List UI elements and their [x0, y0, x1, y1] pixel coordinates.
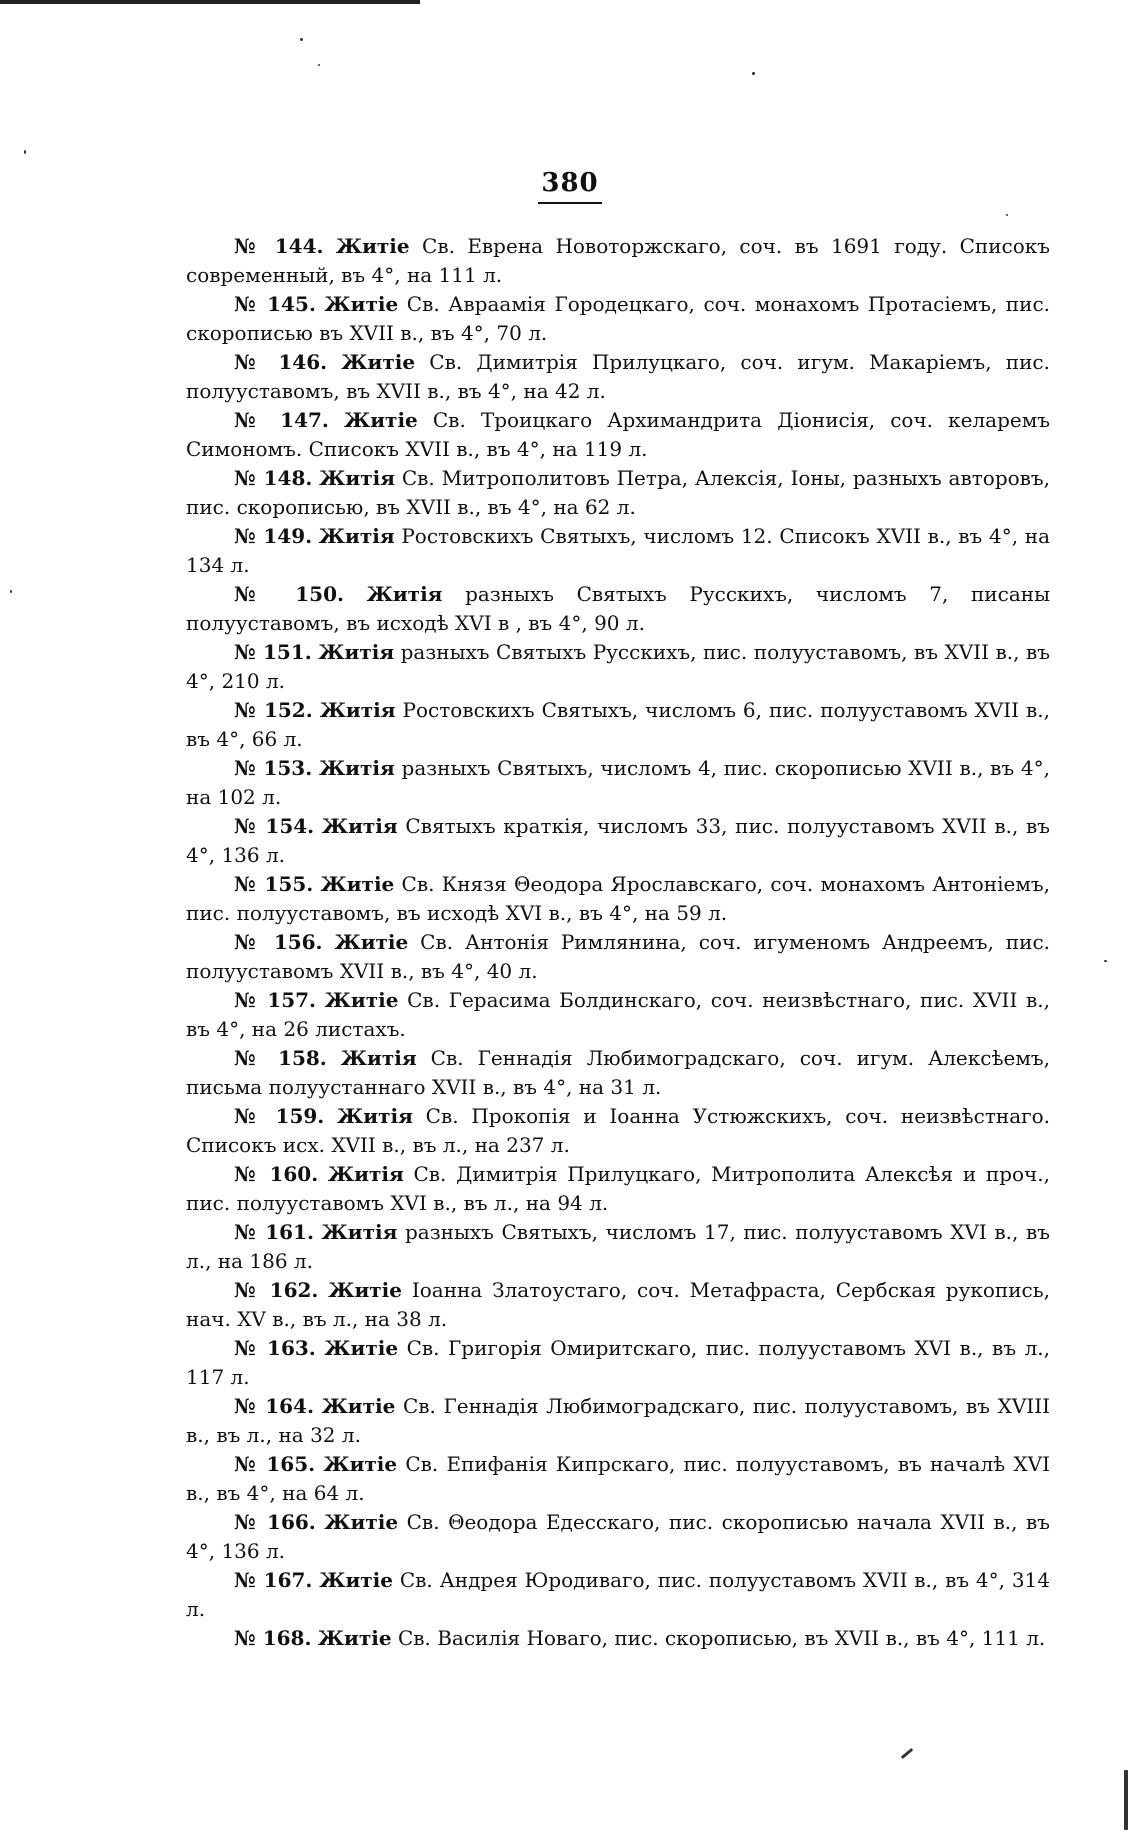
- entry-title: Житіе: [328, 1278, 403, 1302]
- catalog-entries: [186, 232, 1050, 1653]
- entry-text: Св. Герасима Болдинскаго, соч. неизвѣстнаго, пис. XVII в., въ 4°, на 26 листахъ.: [186, 988, 1050, 1041]
- entry-title: Житіе: [319, 1568, 393, 1592]
- catalog-entry: [186, 1392, 1050, 1450]
- entry-text: Св. Еврена Новоторжскаго, соч. въ 1691 году. Спиcокъ современный, въ 4°, на 111 л.: [186, 234, 1051, 287]
- entry-text: Св. Прокопія и Іоанна Устюжскихъ, соч. неизвѣстнаго. Списокъ исх. XVII в., въ л., на 237 л.: [186, 1104, 1051, 1157]
- entry-text: Св. Димитрія Прилуцкаго, Митрополита Алексѣя и проч., пис. полууставомъ XVI в., въ л., на 94 л.: [186, 1162, 1050, 1215]
- entry-text: Св. Князя Θеодора Ярославскаго, соч. монахомъ Антоніемъ, пис. полууставомъ, въ исходѣ XVI в., въ 4°, на 59 л.: [186, 872, 1050, 925]
- entry-title: Житія: [319, 466, 396, 490]
- catalog-entry: [186, 464, 1050, 522]
- entry-text: разныхъ Святыхъ Русскихъ, пис. полууставомъ, въ XVII в., въ 4°, 210 л.: [186, 640, 1050, 693]
- entry-title: Житія: [327, 1162, 404, 1186]
- entry-title: Житія: [366, 582, 443, 606]
- catalog-entry: [186, 638, 1050, 696]
- entry-number: № 166.: [234, 1510, 316, 1534]
- scan-speck: [901, 1748, 914, 1759]
- catalog-entry: [186, 696, 1050, 754]
- entry-text: Ростовскихъ Святыхъ, числомъ 6, пис. полууставомъ XVII в., въ 4°, 66 л.: [186, 698, 1051, 751]
- entry-text: Св. Митрополитовъ Петра, Алексія, Іоны, разныхъ авторовъ, пис. скорописью, въ XVII в., въ 4°, на 62 л.: [186, 466, 1050, 519]
- entry-number: № 147.: [234, 408, 329, 432]
- entry-text: Святыхъ краткія, числомъ 33, пис. полууставомъ XVII в., въ 4°, 136 л.: [186, 814, 1051, 867]
- catalog-entry: [186, 290, 1050, 348]
- entry-text: Св. Геннадія Любимоградскаго, пис. полууставомъ, въ XVIII в., въ л., на 32 л.: [186, 1394, 1051, 1447]
- entry-title: Житіе: [321, 1394, 396, 1418]
- scan-speck: [10, 590, 12, 593]
- entry-number: № 164.: [234, 1394, 314, 1418]
- entry-number: № 152.: [234, 698, 313, 722]
- catalog-entry: [186, 1334, 1050, 1392]
- entry-text: Іоанна Златоустаго, соч. Метафраста, Сербская рукопись, нач. XV в., въ л., на 38 л.: [186, 1278, 1051, 1331]
- page-number: [0, 168, 1140, 204]
- catalog-entry: [186, 1218, 1050, 1276]
- catalog-entry: [186, 1566, 1050, 1624]
- entry-number: № 165.: [234, 1452, 316, 1476]
- catalog-entry: [186, 1102, 1050, 1160]
- entry-number: № 145.: [234, 292, 316, 316]
- entry-number: № 155.: [234, 872, 314, 896]
- entry-text: Св. Григорія Омиритскаго, пис. полууставомъ XVI в., въ л., 117 л.: [186, 1336, 1050, 1389]
- entry-number: № 161.: [234, 1220, 314, 1244]
- entry-title: Житіе: [323, 1452, 398, 1476]
- entry-title: Житія: [321, 814, 398, 838]
- entry-text: Св. Θеодора Едесскаго, пис. скорописью начала XVII в., въ 4°, 136 л.: [186, 1510, 1051, 1563]
- entry-title: Житіе: [324, 292, 399, 316]
- entry-number: № 148.: [234, 466, 313, 490]
- entry-number: № 150.: [234, 582, 344, 606]
- entry-text: Св. Авраамія Городецкаго, соч. монахомъ Протасіемъ, пис. скорописью въ XVII в., въ 4°, 70 л.: [186, 292, 1050, 345]
- entry-title: Житіе: [324, 1336, 399, 1360]
- entry-text: разныхъ Святыхъ, числомъ 17, пис. полууставомъ XVI в., въ л., на 186 л.: [186, 1220, 1050, 1273]
- entry-title: Житія: [318, 640, 395, 664]
- entry-text: разныхъ Святыхъ Русскихъ, числомъ 7, писаны полууставомъ, въ исходѣ XVI в , въ 4°, 90 л.: [186, 582, 1051, 635]
- catalog-entry: [186, 1624, 1050, 1653]
- entry-number: № 158.: [234, 1046, 327, 1070]
- entry-title: Житія: [321, 1220, 398, 1244]
- catalog-entry: [186, 754, 1050, 812]
- entry-text: Св. Димитрія Прилуцкаго, соч. игум. Макаріемъ, пис. полууставомъ, въ XVII в., въ 4°, на 42 л.: [186, 350, 1050, 403]
- scan-speck: [300, 38, 303, 41]
- entry-text: Св. Василія Новаго, пис. скорописью, въ XVII в., въ 4°, 111 л.: [397, 1626, 1046, 1650]
- entry-number: № 168.: [234, 1626, 312, 1650]
- scan-speck: [318, 64, 320, 66]
- catalog-entry: [186, 580, 1050, 638]
- scan-speck: [24, 150, 26, 154]
- catalog-entry: [186, 348, 1050, 406]
- top-edge-rule: [0, 0, 420, 4]
- entry-text: разныхъ Святыхъ, числомъ 4, пис. скорописью XVII в., въ 4°, на 102 л.: [186, 756, 1050, 809]
- catalog-entry: [186, 870, 1050, 928]
- catalog-entry: [186, 522, 1050, 580]
- catalog-entry: [186, 1160, 1050, 1218]
- scan-speck: [1006, 214, 1008, 216]
- catalog-entry: [186, 1276, 1050, 1334]
- entry-title: Житіе: [324, 1510, 399, 1534]
- entry-number: № 159.: [234, 1104, 325, 1128]
- catalog-entry: [186, 232, 1050, 290]
- catalog-entry: [186, 1450, 1050, 1508]
- entry-number: № 146.: [234, 350, 328, 374]
- entry-text: Св. Андрея Юродиваго, пис. полууставомъ XVII в., въ 4°, 314 л.: [186, 1568, 1051, 1621]
- entry-text: Св. Геннадія Любимоградскаго, соч. игум. Алексѣемъ, письма полуустаннаго XVII в., въ 4°, на 31 л.: [186, 1046, 1051, 1099]
- entry-text: Св. Троицкаго Архимандрита Діонисія, соч. келаремъ Симономъ. Списокъ XVII в., въ 4°, на 119 л.: [186, 408, 1051, 461]
- entry-title: Житіе: [320, 872, 395, 896]
- catalog-entry: [186, 812, 1050, 870]
- catalog-entry: [186, 986, 1050, 1044]
- entry-number: № 144.: [234, 234, 324, 258]
- page-number-underline: [538, 202, 602, 204]
- entry-title: Житія: [340, 1046, 417, 1070]
- entry-title: Житіе: [334, 930, 409, 954]
- entry-number: № 167.: [234, 1568, 313, 1592]
- entry-number: № 154.: [234, 814, 315, 838]
- entry-number: № 156.: [234, 930, 323, 954]
- page-number-text: 380: [541, 168, 599, 198]
- scan-speck: [1104, 960, 1107, 962]
- scan-speck: [752, 72, 755, 75]
- entry-title: Житіе: [341, 350, 416, 374]
- entry-title: Житіе: [317, 1626, 392, 1650]
- catalog-entry: [186, 1508, 1050, 1566]
- entry-text: Св. Епифанія Кипрскаго, пис. полууставомъ, въ началѣ XVI в., въ 4°, на 64 л.: [186, 1452, 1051, 1505]
- entry-title: Житія: [319, 698, 396, 722]
- entry-title: Житія: [337, 1104, 413, 1128]
- scan-speck: [1124, 1770, 1128, 1830]
- catalog-entry: [186, 928, 1050, 986]
- entry-text: Ростовскихъ Святыхъ, числомъ 12. Списокъ XVII в., въ 4°, на 134 л.: [186, 524, 1051, 577]
- entry-number: № 157.: [234, 988, 317, 1012]
- entry-number: № 151.: [234, 640, 312, 664]
- entry-text: Св. Антонія Римлянина, соч. игуменомъ Андреемъ, пис. полууставомъ XVII в., въ 4°, 40 л.: [186, 930, 1051, 983]
- entry-title: Житія: [318, 524, 395, 548]
- entry-number: № 149.: [234, 524, 313, 548]
- entry-title: Житіе: [324, 988, 399, 1012]
- entry-number: № 153.: [234, 756, 313, 780]
- catalog-entry: [186, 1044, 1050, 1102]
- entry-title: Житіе: [335, 234, 410, 258]
- entry-number: № 160.: [234, 1162, 319, 1186]
- entry-number: № 162.: [234, 1278, 319, 1302]
- entry-title: Житіе: [343, 408, 418, 432]
- catalog-entry: [186, 406, 1050, 464]
- entry-number: № 163.: [234, 1336, 316, 1360]
- entry-title: Житія: [318, 756, 395, 780]
